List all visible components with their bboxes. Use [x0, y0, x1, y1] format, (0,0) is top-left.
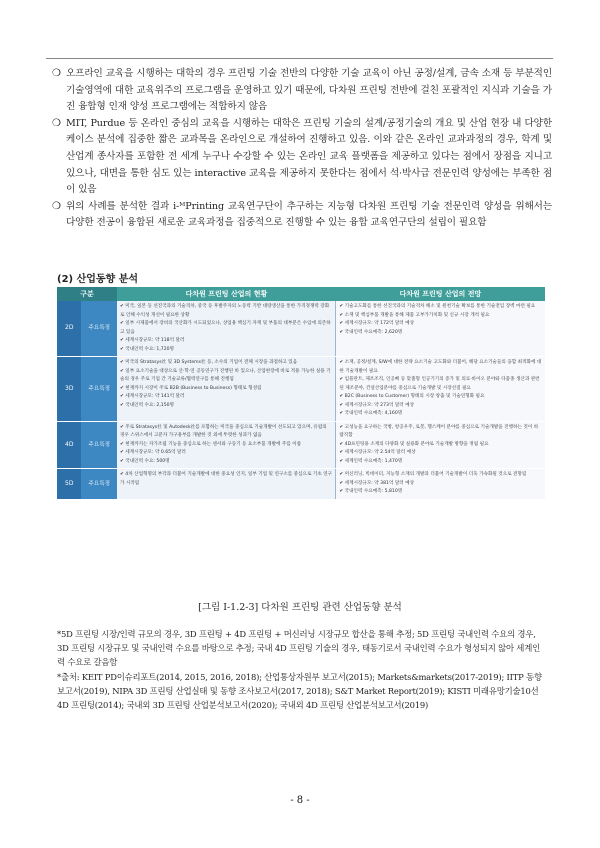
future-item: ✔ 소재 및 핵심부품 개발을 통해 제품 고부가가치화 및 신규 시장 개척 필요	[339, 312, 490, 318]
current-item: ✔ 세계시장규모: 약 118억 달러	[120, 338, 185, 343]
future-item: ✔ 임플란트, 제조조직, 인공뼈 등 맞춤형 인공기기의 증가 및 의료·바이오 분야와 다품종 생산과 관련된 제조분야, 건설산업분야를 중심으로 기술개발 및 시장선점 필요	[339, 377, 540, 391]
current-status-cell	[117, 421, 336, 469]
row-level: 2D	[57, 301, 81, 357]
footnote-estimation: *5D 프린팅 시장/인력 규모의 경우, 3D 프린팅 + 4D 프린팅 + 머신러닝 시장규모 합산을 통해 추정; 5D 프린팅 국내인력 수요의 경우, 3D 프린팅 시장규모 및 국내인력 수요를 바탕으로 추정; 국내 4D 프린팅 기술의 경우, 태동기로서 국내인력 수요가 형성되지 않아 세계인력 수요로 갈음함	[57, 629, 540, 668]
bullet-text: MIT, Purdue 등 온라인 중심의 교육을 시행하는 대학은 프린팅 기술의 설계/공정기술의 개요 및 산업 현장 내 다양한 케이스 분석에 집중한 짧은 교과목을 온라인으로 개설하여 진행하고 있음. 이와 같은 온라인 교과과정의 경우, 학계 및 산업계 종사자를 포함한 전 세계 누구나 수강할 수 있는 온라인 교육 플랫폼을 제공하고 있다는 점에서 장점을 지니고 있으나, 대면을 통한 심도 있는 interactive 교육을 제공하지 못한다는 점에서 석·박사급 전문인력 양성에는 부족한 점이 있음	[66, 117, 552, 196]
row-level: 5D	[57, 469, 81, 500]
current-status-cell	[117, 469, 336, 500]
industry-trend-figure	[57, 287, 545, 589]
industry-trend-table	[57, 287, 545, 500]
top-rule	[46, 58, 553, 59]
footnote-source: *출처: KEIT PD이슈리포트(2014, 2015, 2016, 2018); 산업통상자원부 보고서(2015); Markets&markets(2017-2019); IITP 동향보고서(2019), NIPA 3D 프린팅 산업실태 및 동향 조사보고서(2017, 2018); S&T Market Report(2019); KISTI 미래유망기술10선 4D 프린팅(2014); 국내외 3D 프린팅 산업분석보고서(2020); 국내외 4D 프린팅 산업분석보고서(2019)	[57, 671, 542, 711]
table-row	[57, 301, 545, 357]
future-item: ✔ 소재, 공정/설계, S/W에 대한 전략 요소기술 고도화와 더불어, 해당 요소기술들의 융합 최적화에 대한 기술개발이 필요	[339, 360, 542, 374]
current-item: ✔ 미국의 Stratasys社 및 3D Systems社 등, 소수의 기업이 전체 시장을 과점하고 있음	[120, 360, 298, 365]
table-row	[57, 357, 545, 422]
bullet-item	[52, 66, 552, 116]
current-item: ✔ 일부 시제품에서 장비의 국산화가 시도되었으나, 상업용 핵심기 자재 및 부품의 대부분은 수입에 의존하고 있음	[120, 321, 331, 335]
bullet-mark: ❍	[52, 200, 61, 212]
row-feature-label: 주요특징	[81, 469, 117, 500]
future-item: ✔ 고성능을 요구하는 국방, 항공우주, 로봇, 헬스케어 분야를 중심으로 기술개발을 진행하는 것이 바람직함	[339, 424, 539, 438]
current-item: ✔ 미국, 일본 등 선진국과의 기술격차, 중국 등 후발주자의 노동력 기반 대량생산을 통한 가격경쟁력 강화로 인해 수익성 개선이 필요한 상황	[120, 304, 330, 318]
header-gubun: 구분	[57, 287, 117, 301]
future-outlook-cell	[336, 357, 545, 422]
future-item: ✔ 세계시장규모: 약 273억 달러 예상	[339, 402, 415, 408]
table-row	[57, 421, 545, 469]
row-feature-label: 주요특징	[81, 357, 117, 422]
future-outlook-cell	[336, 469, 545, 500]
header-current: 다차원 프린팅 산업의 현황	[117, 287, 336, 301]
future-item: ✔ 국내인력 수요예측: 4,160명	[339, 411, 403, 416]
future-item: ✔ 세계시장규모: 약 172억 달러 예상	[339, 321, 415, 326]
current-item: ✔ 국내인력 수요: 1,720명	[120, 346, 174, 352]
row-level: 3D	[57, 357, 81, 422]
current-item: ✔ 세계시장규모: 약 141억 달러	[120, 394, 185, 399]
current-status-cell	[117, 357, 336, 422]
row-level: 4D	[57, 421, 81, 469]
current-status-cell	[117, 301, 336, 357]
current-item: ✔ 4차 산업혁명의 부각과 더불어 기술개발에 대한 중요성 인지, 일부 기업 및 연구소를 중심으로 기초 연구가 시작됨	[120, 472, 333, 486]
current-item: ✔ 세계시장규모: 약 0.65억 달러	[120, 450, 186, 455]
future-item: ✔ B2C (Business to Customer) 형태의 시장 창출 및 기술연형화 필요	[339, 394, 485, 399]
current-item: ✔ 일부 요소기술을 대상으로 산·학·연 공동연구가 진행된 바 있으나, 산업현장에 바로 적용 가능한 실용 기술의 경우 주로 기업 간 기술교류/협력연구를 통해 진행됨	[120, 368, 331, 382]
future-item: ✔ 세계인력 수요예측: 1,470명	[339, 458, 403, 464]
current-item: ✔ 국내인력 수요: 500명	[120, 458, 170, 464]
future-item: ✔ 기술고도화를 통한 선진국과의 기술격차 해소 및 원천기술 확보를 통한 기술전입 장벽 마련 필요	[339, 304, 536, 309]
future-item: ✔ 국내인력 수요예측: 5,810명	[339, 489, 403, 494]
table-row	[57, 469, 545, 500]
future-outlook-cell	[336, 421, 545, 469]
header-future: 다차원 프린팅 산업의 전망	[336, 287, 545, 301]
future-item: ✔ 세계시장규모: 약 381억 달러 예상	[339, 480, 415, 486]
future-item: ✔ 국내인력 수요예측: 2,620명	[339, 329, 403, 335]
bullet-text: 위의 사례를 분석한 결과 i-ᴹPrinting 교육연구단이 추구하는 지능형 다차원 프린팅 기술 전문인력 양성을 위해서는 다양한 전공이 융합된 새로운 교육과정을 집중적으로 진행할 수 있는 융합 교육연구단의 설립이 필요함	[66, 200, 552, 229]
current-item: ✔ 현재까지 시장이 주로 B2B (Business to Business) 형태로 형성됨	[120, 385, 262, 391]
future-item: ✔ 머신러닝, 빅데이터, 지능형 소재의 개발과 더불어 기술개발이 더욱 가속화될 것으로 전망됨	[339, 472, 527, 477]
future-outlook-cell	[336, 301, 545, 357]
bullet-list	[52, 66, 552, 232]
row-feature-label: 주요특징	[81, 301, 117, 357]
current-item: ✔ 주로 Stratasys社 및 Autodesk社를 포함하는 미국을 중심으로 기술개발이 선도되고 있으며, 유럽의 경우 스위스에서 고분자 가구용부를 개발한 것 외에 뚜렷한 성과가 없음	[120, 424, 327, 438]
current-item: ✔ 현재까지는 자가조립 기능을 중심으로 하는 센서와 구동기 등 요소부품 개발에 주를 이룸	[120, 441, 302, 447]
bullet-item	[52, 116, 552, 199]
figure-caption: [그림 Ⅰ-1.2-3] 다차원 프린팅 관련 산업동향 분석	[198, 602, 402, 613]
footnotes	[57, 627, 545, 712]
current-item: ✔ 국내인력 수요: 2,150명	[120, 402, 174, 408]
future-item: ✔ 세계시장규모: 약 2.54억 달러 예상	[339, 450, 416, 455]
bullet-item	[52, 199, 552, 232]
future-item: ✔ 4D프린팅용 소재의 다양화 및 실용화 분야로 기술개발 방향을 정립 필요	[339, 441, 489, 447]
bullet-mark: ❍	[52, 117, 61, 129]
bullet-text: 오프라인 교육을 시행하는 대학의 경우 프린팅 기술 전반의 다양한 기술 교육이 아닌 공정/설계, 금속 소재 등 부분적인 기술영역에 대한 교육위주의 프로그램을 운영하고 있기 때문에, 다차원 프린팅 전반에 걸친 포괄적인 지식과 기술을 가진 융합형 인재 양성 프로그램에는 적합하지 않음	[66, 68, 552, 113]
page-number: - 8 -	[290, 795, 310, 806]
section-title: (2) 산업동향 분석	[57, 274, 139, 285]
row-feature-label: 주요특징	[81, 421, 117, 469]
bullet-mark: ❍	[52, 68, 61, 79]
